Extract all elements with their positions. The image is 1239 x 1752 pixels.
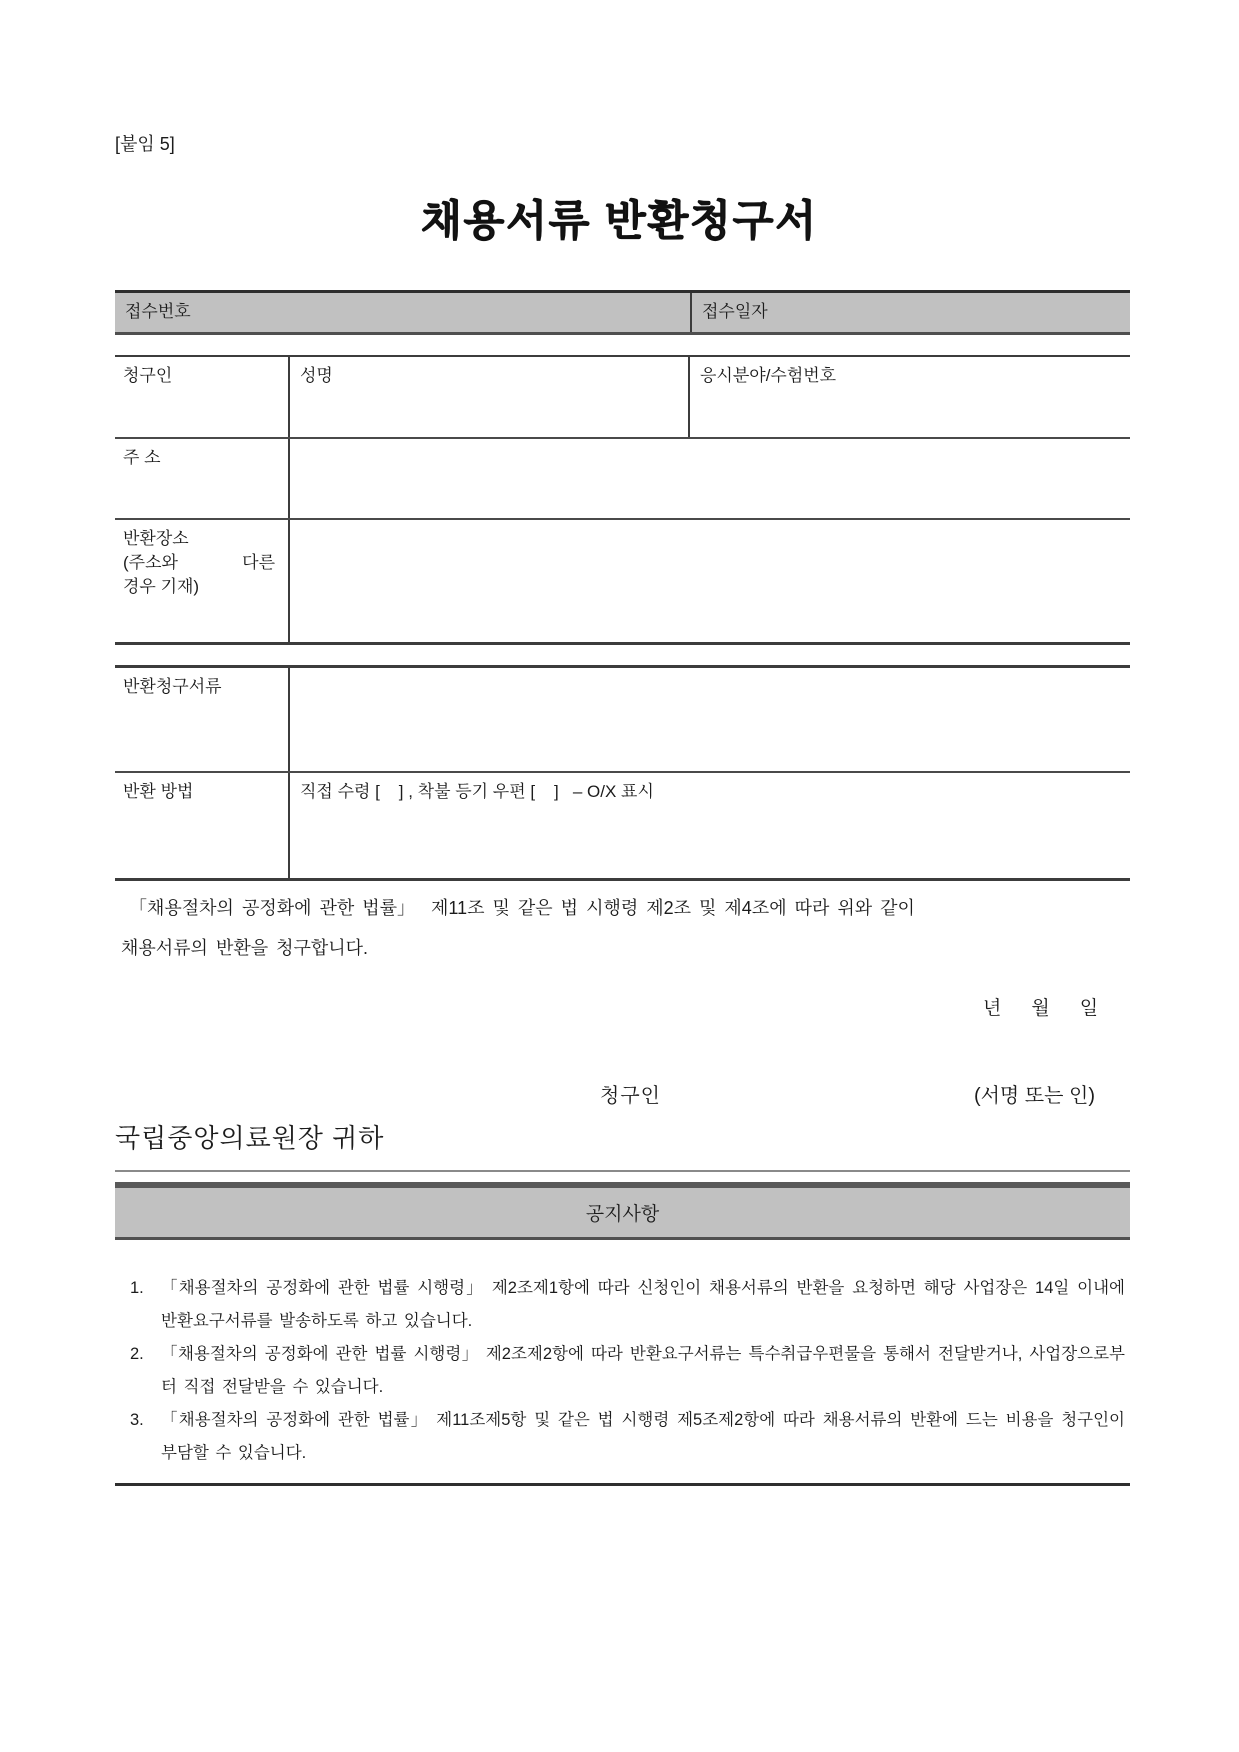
recipient-line: 국립중앙의료원장 귀하 xyxy=(115,1123,385,1153)
request-table xyxy=(115,665,1130,881)
return-place-label-line1: 반환장소 xyxy=(123,529,189,548)
notice-item-text: 「채용절차의 공정화에 관한 법률 시행령」 제2조제1항에 따라 신청인이 채용서류의 반환을 요청하면 해당 사업장은 14일 이내에 반환요구서류를 발송하도록 하고 있습니다. xyxy=(161,1279,1125,1330)
receipt-date-cell xyxy=(690,293,1130,332)
applicant-table xyxy=(115,355,1130,645)
signature-note: (서명 또는 인) xyxy=(973,1085,1095,1107)
address-label: 주 소 xyxy=(115,439,290,518)
documents-label: 반환청구서류 xyxy=(115,668,290,771)
exam-field-cell xyxy=(690,357,1130,437)
receipt-date-label: 접수일자 xyxy=(702,302,768,321)
declaration-line2: 채용서류의 반환을 청구합니다. xyxy=(121,938,369,958)
notice-item xyxy=(130,1338,1125,1404)
table-row xyxy=(115,773,1130,878)
notice-item-text: 「채용절차의 공정화에 관한 법률 시행령」 제2조제2항에 따라 반환요구서류는 특수취급우편물을 통해서 전달받거나, 사업장으로부터 직접 전달받을 수 있습니다. xyxy=(161,1345,1125,1396)
receipt-number-label: 접수번호 xyxy=(125,302,191,321)
table-row xyxy=(115,668,1130,773)
receipt-number-cell xyxy=(115,293,690,332)
attachment-label: [붙임 5] xyxy=(115,134,175,154)
page-title: 채용서류 반환청구서 xyxy=(421,197,818,244)
day-label: 일 xyxy=(1079,998,1099,1019)
claimant-signature-label: 청구인 xyxy=(600,1085,661,1107)
year-label: 년 xyxy=(983,998,1002,1019)
return-place-label-line2-right: 다른 xyxy=(242,553,275,572)
return-place-label-line2 xyxy=(123,551,275,575)
date-line xyxy=(983,993,1098,1020)
table-row xyxy=(115,357,1130,439)
notice-item xyxy=(130,1272,1125,1338)
return-method-label: 반환 방법 xyxy=(115,773,290,878)
claimant-label: 청구인 xyxy=(115,357,290,437)
address-value-cell xyxy=(290,439,1130,518)
declaration-line1: 「채용절차의 공정화에 관한 법률」 제11조 및 같은 법 시행령 제2조 및 제4조에 따라 위와 같이 xyxy=(129,898,915,918)
declaration-paragraph xyxy=(115,888,1115,968)
return-place-label xyxy=(115,520,290,642)
bottom-rule xyxy=(115,1483,1130,1486)
return-place-label-line2-left: (주소와 xyxy=(123,553,178,572)
table-row xyxy=(115,520,1130,642)
receipt-table xyxy=(115,290,1130,335)
notice-header xyxy=(115,1182,1130,1240)
exam-field-label: 응시분야/수험번호 xyxy=(700,366,837,385)
table-row xyxy=(115,439,1130,520)
documents-value-cell xyxy=(290,668,1130,771)
notice-list xyxy=(130,1272,1125,1470)
notice-item xyxy=(130,1404,1125,1470)
notice-item-number: 2. xyxy=(130,1345,144,1363)
return-place-label-line3: 경우 기재) xyxy=(123,577,200,596)
divider-line xyxy=(115,1170,1130,1172)
name-label: 성명 xyxy=(300,366,333,385)
month-label: 월 xyxy=(1031,998,1050,1019)
notice-item-text: 「채용절차의 공정화에 관한 법률」 제11조제5항 및 같은 법 시행령 제5조제2항에 따라 채용서류의 반환에 드는 비용을 청구인이 부담할 수 있습니다. xyxy=(161,1411,1125,1462)
return-method-options: 직접 수령 [ ] , 착불 등기 우편 [ ] – O/X 표시 xyxy=(300,782,654,801)
name-cell xyxy=(290,357,690,437)
notice-item-number: 3. xyxy=(130,1411,144,1429)
notice-item-number: 1. xyxy=(130,1279,144,1297)
notice-header-label: 공지사항 xyxy=(585,1204,660,1225)
return-place-value-cell xyxy=(290,520,1130,642)
